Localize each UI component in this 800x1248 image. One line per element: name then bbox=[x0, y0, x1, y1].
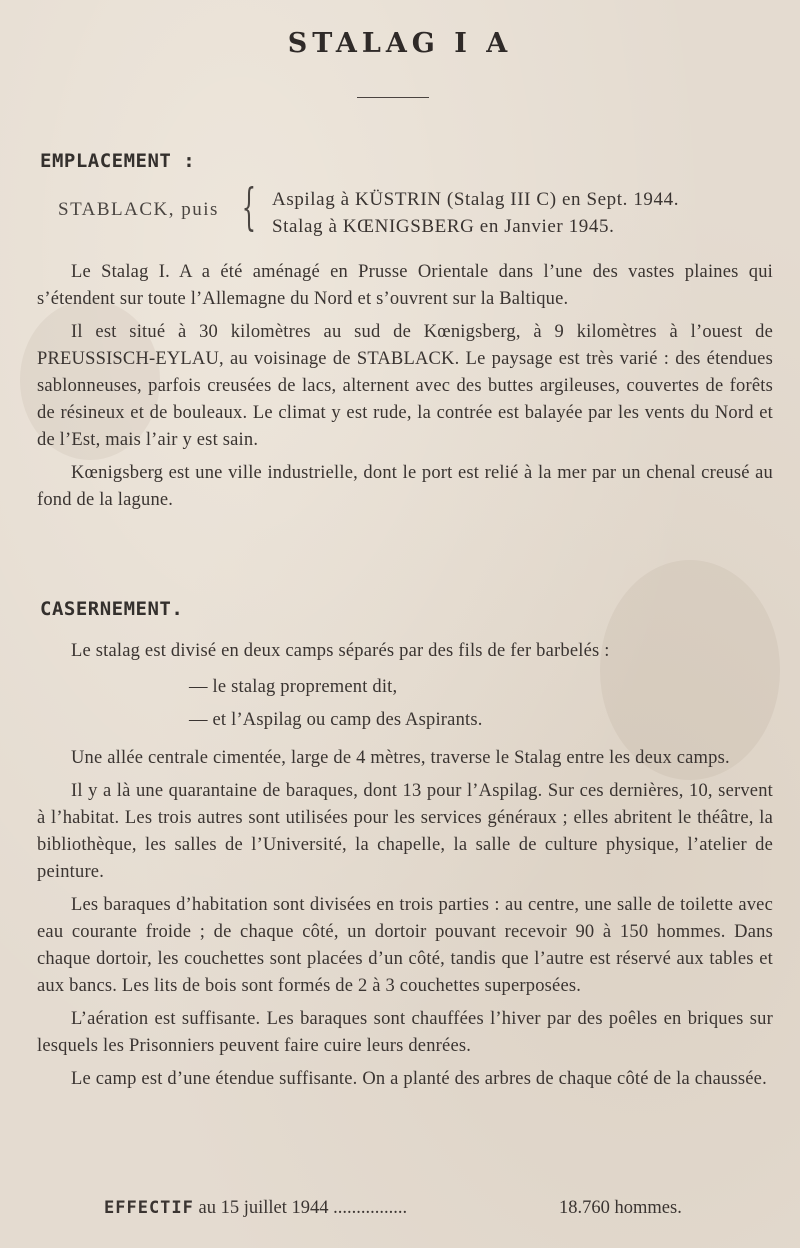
emplacement-text bbox=[37, 259, 773, 520]
paragraph: Les baraques d’habitation sont divisées en trois parties : au centre, une salle de toilette avec eau courante froide ; de chaque côté, un dortoir pouvant recevoir 90 à 150 hommes. Dans chaque dortoir, les couchettes sont placées d’un côté, tandis que l’autre est réservé aux tables et aux bancs. Les lits de bois sont formés de 2 à 3 couchettes superposées. bbox=[37, 895, 773, 996]
title-divider bbox=[357, 97, 429, 98]
paragraph: Le Stalag I. A a été aménagé en Prusse Orientale dans l’une des vastes plaines qui s’étendent sur toute l’Allemagne du Nord et s’ouvrent sur la Baltique. bbox=[37, 262, 773, 309]
effectif-line bbox=[104, 1198, 714, 1219]
paragraph: Il est situé à 30 kilomètres au sud de Kœnigsberg, à 9 kilomètres à l’ouest de PREUSSISCH-EYLAU, au voisinage de STABLACK. Le paysage est très varié : des étendues sablonneuses, parfois creusées de lacs, alternent avec des buttes argileuses, couvertes de forêts de résineux et de bouleaux. Le climat y est rude, la contrée est balayée par les vents du Nord et de l’Est, mais l’air y est sain. bbox=[37, 322, 773, 450]
paragraph: Il y a là une quarantaine de baraques, dont 13 pour l’Aspilag. Sur ces dernières, 10, servent à l’habitat. Les trois autres sont utilisées pour les services généraux ; elles abritent le théâtre, la bibliothèque, les salles de l’Université, la chapelle, la salle de culture physique, l’atelier de peinture. bbox=[37, 781, 773, 882]
camp-list bbox=[37, 671, 773, 737]
emplacement-heading: EMPLACEMENT : bbox=[40, 150, 196, 172]
brace-symbol: { bbox=[241, 178, 257, 236]
paragraph: Le stalag est divisé en deux camps séparés par des fils de fer barbelés : bbox=[71, 641, 610, 661]
emplacement-origin: STABLACK, puis bbox=[58, 199, 219, 220]
paragraph: Une allée centrale cimentée, large de 4 mètres, traverse le Stalag entre les deux camps. bbox=[71, 748, 730, 768]
paragraph: Kœnigsberg est une ville industrielle, dont le port est relié à la mer par un chenal creusé au fond de la lagune. bbox=[37, 463, 773, 510]
page-title: STALAG I A bbox=[287, 28, 513, 59]
emplacement-line: Stalag à KŒNIGSBERG en Janvier 1945. bbox=[272, 216, 615, 237]
paragraph: Le camp est d’une étendue suffisante. On a planté des arbres de chaque côté de la chaussée. bbox=[71, 1069, 767, 1089]
casernement-text bbox=[37, 638, 773, 1099]
emplacement-block bbox=[58, 180, 788, 242]
paragraph: L’aération est suffisante. Les baraques sont chauffées l’hiver par des poêles en briques sur lesquels les Prisonniers peuvent faire cuire leurs denrées. bbox=[37, 1009, 773, 1056]
list-item: — et l’Aspilag ou camp des Aspirants. bbox=[189, 710, 483, 730]
effectif-date: au 15 juillet 1944 ................ bbox=[198, 1198, 408, 1218]
effectif-value: 18.760 hommes. bbox=[559, 1198, 682, 1218]
effectif-label: EFFECTIF bbox=[104, 1198, 194, 1218]
emplacement-moves bbox=[272, 186, 679, 240]
emplacement-line: Aspilag à KÜSTRIN (Stalag III C) en Sept. 1944. bbox=[272, 189, 680, 210]
casernement-heading: CASERNEMENT. bbox=[40, 598, 184, 620]
list-item: — le stalag proprement dit, bbox=[189, 677, 398, 697]
